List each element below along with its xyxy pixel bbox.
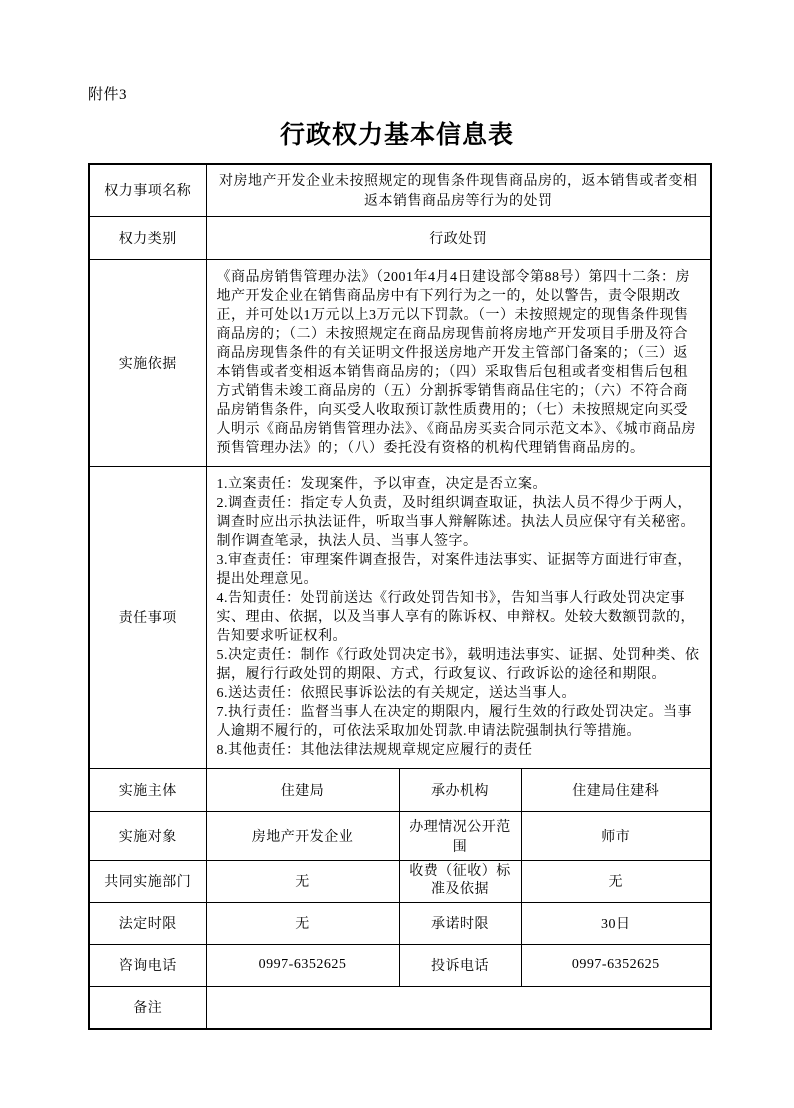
duties-value xyxy=(206,466,711,768)
item-name-label: 权力事项名称 xyxy=(89,164,206,216)
category-label: 权力类别 xyxy=(89,216,206,259)
legal-limit-value: 无 xyxy=(206,902,399,944)
attachment-label: 附件3 xyxy=(88,87,128,103)
public-scope-label: 办理情况公开范围 xyxy=(399,811,521,860)
table-row xyxy=(89,466,711,768)
inquiry-phone-value: 0997-6352625 xyxy=(206,944,399,986)
table-row xyxy=(89,986,711,1029)
remark-label: 备注 xyxy=(89,986,206,1029)
table-row xyxy=(89,259,711,466)
info-table xyxy=(88,163,712,1030)
promise-limit-value: 30日 xyxy=(521,902,711,944)
public-scope-value: 师市 xyxy=(521,811,711,860)
duty-item: 5.决定责任：制作《行政处罚决定书》，载明违法事实、证据、处罚种类、依据，履行行政处罚的期限、方式，行政复议、行政诉讼的途径和期限。 xyxy=(216,647,700,682)
duty-item: 4.告知责任：处罚前送达《行政处罚告知书》，告知当事人行政处罚决定事实、理由、依据，以及当事人享有的陈诉权、申辩权。处较大数额罚款的，告知要求听证权利。 xyxy=(216,590,695,644)
table-row xyxy=(89,902,711,944)
remark-value xyxy=(206,986,711,1029)
category-value: 行政处罚 xyxy=(206,216,711,259)
duty-item: 7.执行责任：监督当事人在决定的期限内，履行生效的行政处罚决定。当事人逾期不履行的，可依法采取加处罚款.申请法院强制执行等措施。 xyxy=(216,704,692,739)
fee-standard-label: 收费（征收）标准及依据 xyxy=(399,860,521,902)
complaint-phone-value: 0997-6352625 xyxy=(521,944,711,986)
table-row xyxy=(89,944,711,986)
table-row xyxy=(89,216,711,259)
table-row xyxy=(89,860,711,902)
duty-item: 1.立案责任：发现案件，予以审查，决定是否立案。 xyxy=(216,476,547,492)
duty-item: 8.其他责任：其他法律法规规章规定应履行的责任 xyxy=(216,742,533,758)
basis-value: 《商品房销售管理办法》（2001年4月4日建设部令第88号）第四十二条：房地产开发企业在销售商品房中有下列行为之一的，处以警告，责令限期改正，并可处以1万元以上3万元以下罚款。（一）未按照规定的现售条件现售商品房的；（二）未按照规定在商品房现售前将房地产开发项目手册及符合商品房现售条件的有关证明文件报送房地产开发主管部门备案的；（三）返本销售或者变相返本销售商品房的；（四）采取售后包租或者变相售后包租方式销售未竣工商品房的（五）分割拆零销售商品住宅的；（六）不符合商品房销售条件，向买受人收取预订款性质费用的；（七）未按照规定向买受人明示《商品房销售管理办法》、《商品房买卖合同示范文本》、《城市商品房预售管理办法》的；（八）委托没有资格的机构代理销售商品房的。 xyxy=(206,259,711,466)
joint-dept-label: 共同实施部门 xyxy=(89,860,206,902)
promise-limit-label: 承诺时限 xyxy=(399,902,521,944)
page-title: 行政权力基本信息表 xyxy=(279,122,514,149)
duty-item: 3.审查责任：审理案件调查报告，对案件违法事实、证据等方面进行审查，提出处理意见。 xyxy=(216,552,692,587)
fee-standard-value: 无 xyxy=(521,860,711,902)
joint-dept-value: 无 xyxy=(206,860,399,902)
table-row xyxy=(89,768,711,811)
target-label: 实施对象 xyxy=(89,811,206,860)
subject-label: 实施主体 xyxy=(89,768,206,811)
target-value: 房地产开发企业 xyxy=(206,811,399,860)
item-name-value: 对房地产开发企业未按照规定的现售条件现售商品房的，返本销售或者变相返本销售商品房等行为的处罚 xyxy=(206,164,711,216)
inquiry-phone-label: 咨询电话 xyxy=(89,944,206,986)
agency-label: 承办机构 xyxy=(399,768,521,811)
duty-item: 6.送达责任：依照民事诉讼法的有关规定，送达当事人。 xyxy=(216,685,576,701)
basis-label: 实施依据 xyxy=(89,259,206,466)
subject-value: 住建局 xyxy=(206,768,399,811)
table-row xyxy=(89,164,711,216)
complaint-phone-label: 投诉电话 xyxy=(399,944,521,986)
duty-item: 2.调查责任：指定专人负责，及时组织调查取证，执法人员不得少于两人，调查时应出示执法证件，听取当事人辩解陈述。执法人员应保守有关秘密。制作调查笔录，执法人员、当事人签字。 xyxy=(216,495,695,549)
table-row xyxy=(89,811,711,860)
legal-limit-label: 法定时限 xyxy=(89,902,206,944)
agency-value: 住建局住建科 xyxy=(521,768,711,811)
duties-label: 责任事项 xyxy=(89,466,206,768)
